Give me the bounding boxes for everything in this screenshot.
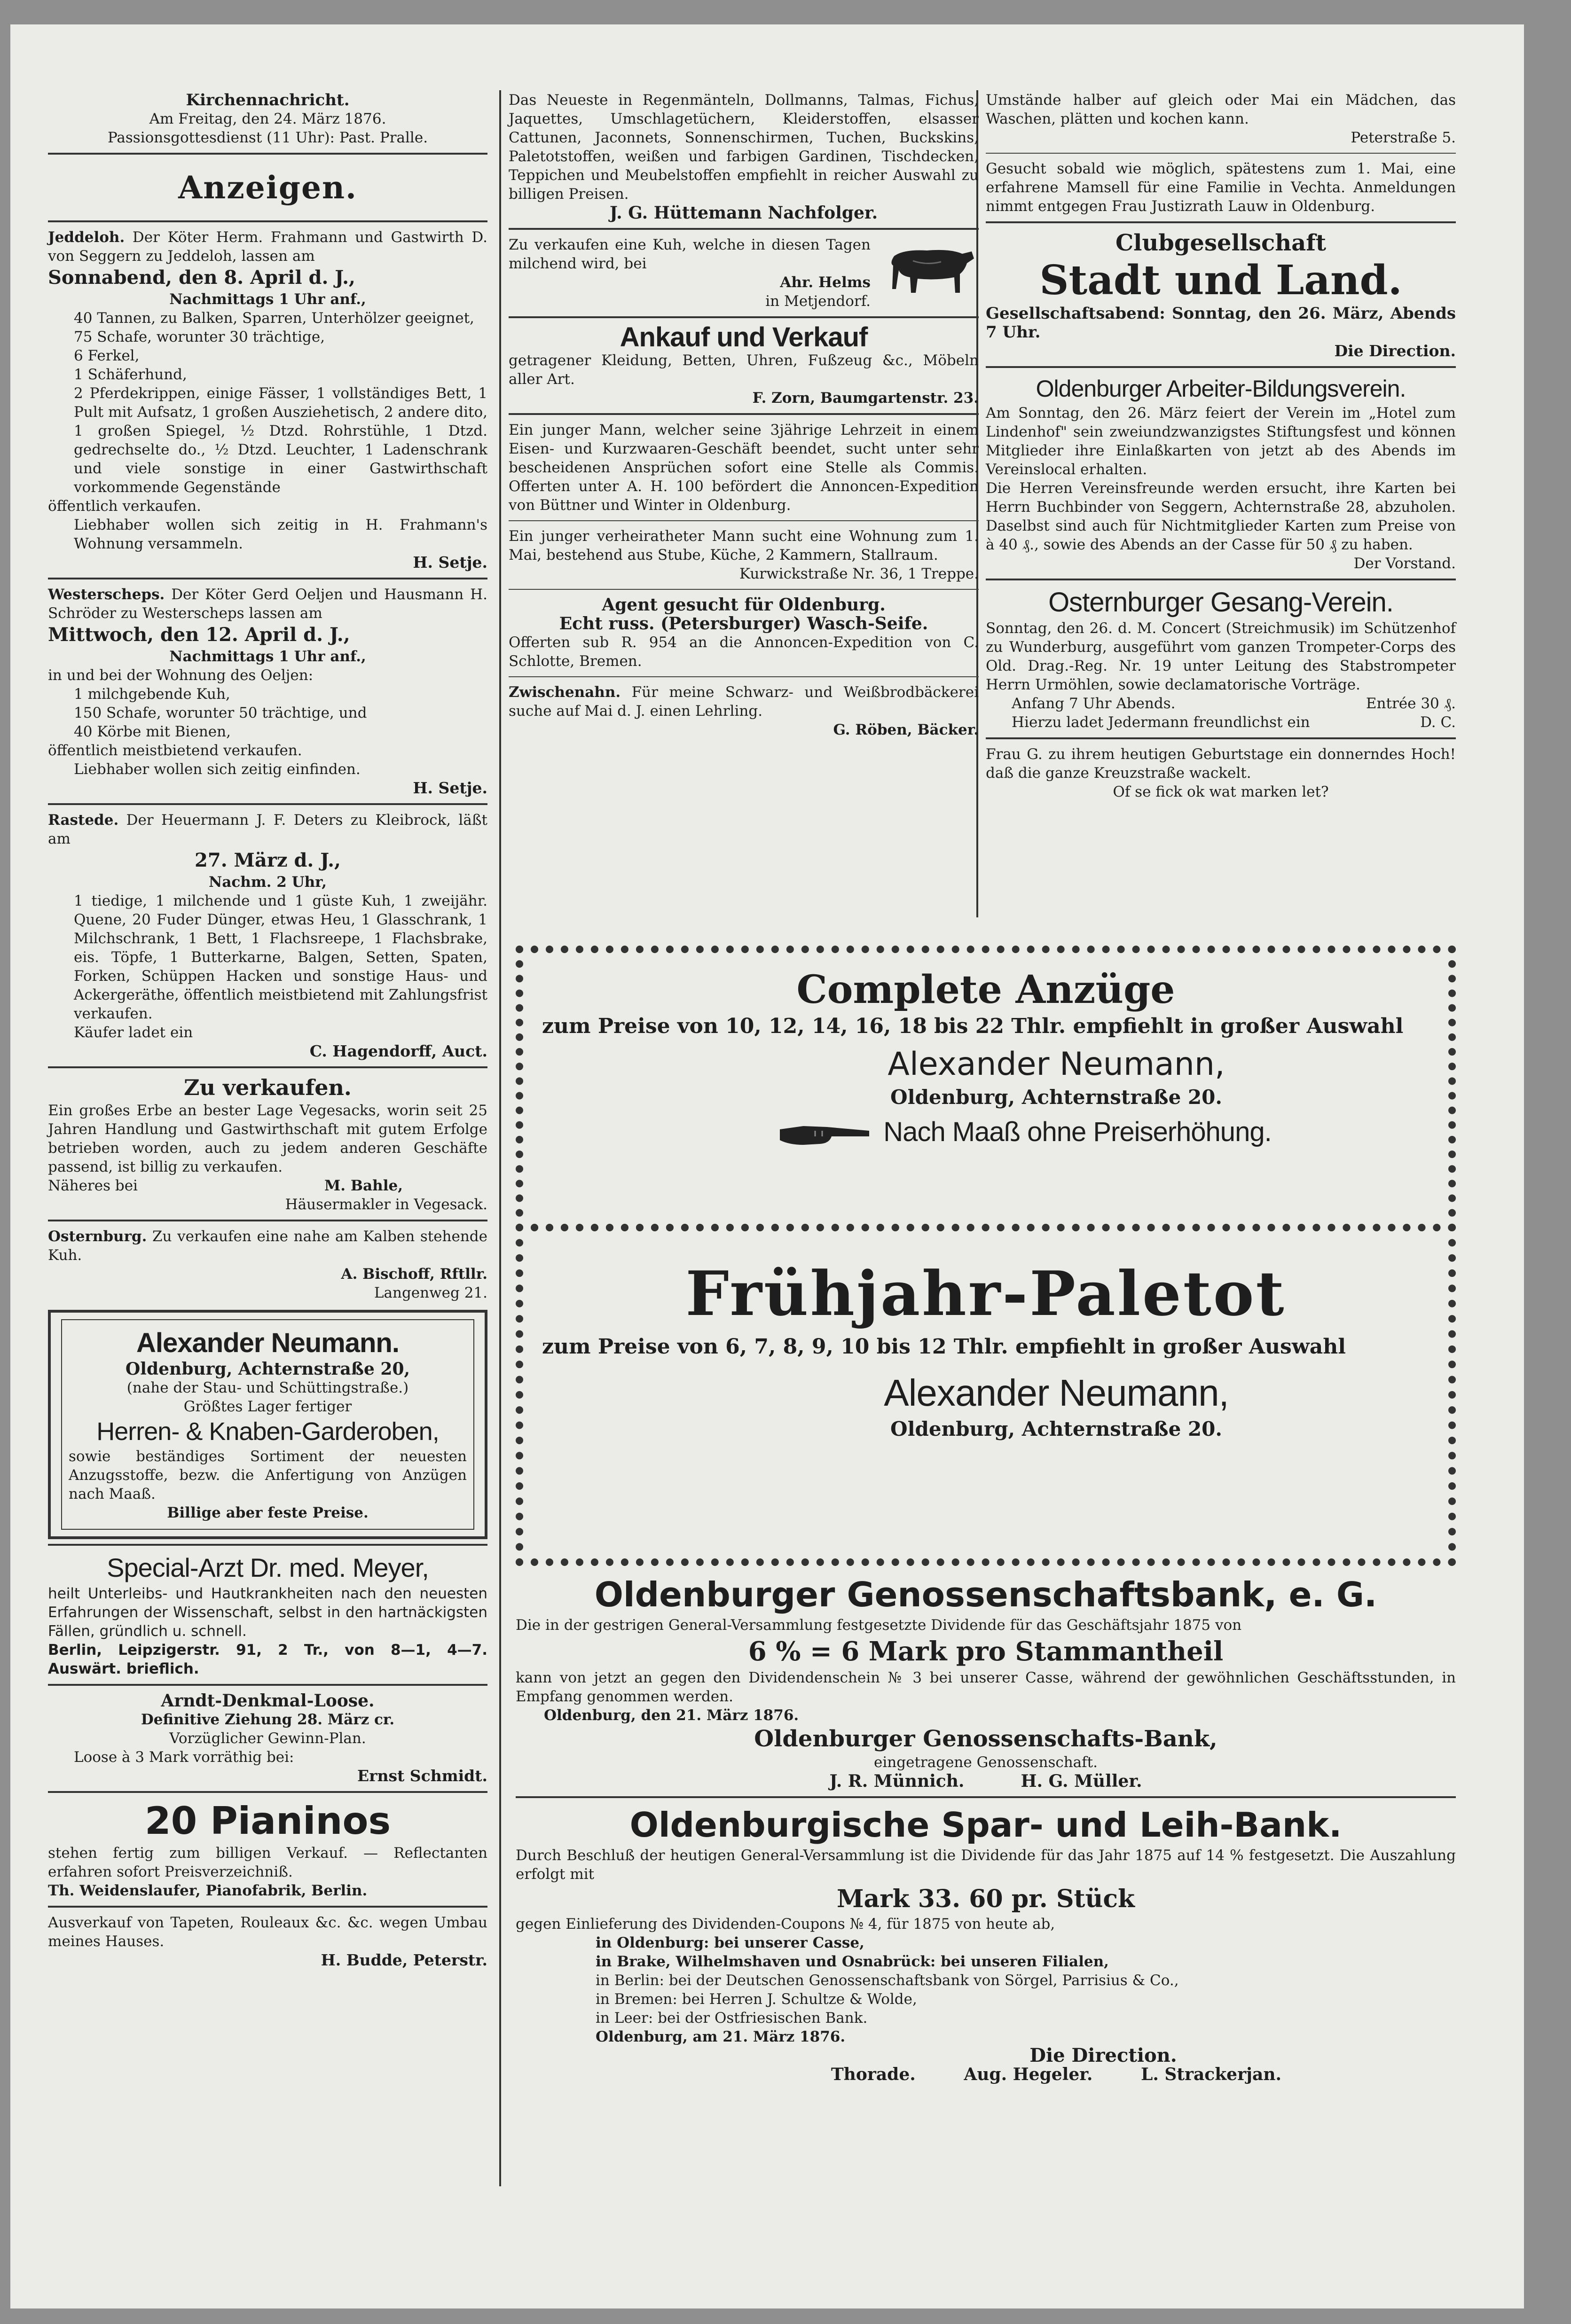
ad-address: Oldenburg, Achternstraße 20. — [890, 1417, 1222, 1440]
newspaper-page — [10, 24, 1524, 2308]
ad-mamsell-gesucht — [986, 156, 1456, 219]
item-line: 40 Körbe mit Bienen, — [74, 723, 231, 740]
ad-title: Osternburger Gesang-Verein. — [1048, 587, 1393, 618]
column-left — [48, 88, 487, 1972]
ad-signature: C. Hagendorff, Auct. — [309, 1042, 487, 1060]
column-rule-1 — [499, 90, 501, 946]
ad-osternburg-cow — [48, 1224, 487, 1305]
ad-title: Complete Anzüge — [796, 967, 1175, 1012]
ad-signature: H. Budde, Peterstr. — [321, 1951, 487, 1969]
ad-title: Ankauf und Verkauf — [620, 322, 868, 352]
separator — [986, 153, 1456, 154]
ad-ankauf-zorn — [509, 321, 979, 410]
separator — [48, 1906, 487, 1908]
column-right — [986, 88, 1456, 804]
ad-signature-sub: Häusermakler in Vegesack. — [285, 1196, 487, 1213]
ad-wohnung-gesucht — [509, 524, 979, 586]
ad-title: Zu verkaufen. — [184, 1075, 352, 1100]
ad-text: Hierzu ladet Jedermann freundlichst ein — [1012, 714, 1310, 731]
ad-text: sowie beständiges Sortiment der neuesten Anzugsstoffe, bezw. die Anfertigung von Anzügen nach Maaß. — [69, 1448, 467, 1502]
ad-text: Liebhaber wollen sich zeitig einfinden. — [74, 761, 361, 778]
ad-signature: H. Setje. — [413, 779, 487, 797]
ad-name: Alexander Neumann, — [884, 1372, 1229, 1414]
ad-signature-sub: in Metjendorf. — [765, 293, 871, 310]
ad-signature: L. Strackerjan. — [1141, 2065, 1282, 2084]
ad-agent-gesucht — [509, 593, 979, 673]
ad-signature: Thorade. — [831, 2065, 916, 2084]
ad-signature: Aug. Hegeler. — [964, 2065, 1093, 2084]
ad-arndt-loose — [48, 1689, 487, 1788]
ad-date: Oldenburg, am 21. März 1876. — [596, 2028, 846, 2045]
ad-neumann-garderoben — [48, 1310, 487, 1539]
auction-time: Nachmittags 1 Uhr anf., — [169, 291, 366, 308]
ad-signature: Der Vorstand. — [1353, 555, 1456, 572]
ad-subtitle: Herren- & Knaben-Garderoben, — [96, 1417, 439, 1446]
ad-clubgesellschaft — [986, 226, 1456, 363]
separator — [48, 153, 487, 155]
separator — [516, 1796, 1456, 1798]
ad-neumann-anzuege — [516, 946, 1456, 1231]
separator — [509, 228, 979, 230]
item-line: 150 Schafe, worunter 50 trächtige, und — [74, 704, 367, 721]
ad-ausverkauf — [48, 1910, 487, 1972]
ad-signature: H. Setje. — [413, 553, 487, 571]
ad-signature: G. Röben, Bäcker. — [833, 721, 979, 738]
church-notice-line1: Am Freitag, den 24. März 1876. — [149, 110, 386, 127]
auction-date: Mittwoch, den 12. April d. J., — [48, 624, 350, 646]
ad-date: Oldenburg, den 21. März 1876. — [544, 1707, 799, 1724]
ad-text: Näheres bei — [48, 1177, 138, 1194]
ad-note: Nach Maaß ohne Preiserhöhung. — [883, 1117, 1272, 1147]
ad-text: Liebhaber wollen sich zeitig in H. Frahmann's Wohnung versammeln. — [74, 516, 487, 552]
wide-section — [516, 946, 1456, 2087]
ad-text: getragener Kleidung, Betten, Uhren, Fußzeug &c., Möbeln aller Art. — [509, 352, 979, 388]
ad-text: öffentlich verkaufen. — [48, 498, 202, 515]
ad-text: in und bei der Wohnung des Oeljen: — [48, 667, 314, 684]
separator — [48, 1220, 487, 1221]
ad-zwischenahn-lehrling — [509, 680, 979, 742]
ad-lead: Rastede. — [48, 812, 119, 829]
ad-genossenschaftsbank — [516, 1571, 1456, 1793]
ad-text: Die in der gestrigen General-Versammlung festgesetzte Dividende für das Geschäftsjahr 1875 von — [516, 1617, 1242, 1634]
cow-icon — [885, 237, 979, 298]
ad-signature: F. Zorn, Baumgartenstr. 23. — [752, 390, 979, 407]
ad-signature: Ernst Schmidt. — [357, 1767, 487, 1785]
payment-location: in Berlin: bei der Deutschen Genossenschaftsbank von Sörgel, Parrisius & Co., — [596, 1972, 1179, 1989]
item-line: 40 Tannen, zu Balken, Sparren, Unterhölzer geeignet, — [74, 310, 474, 327]
ad-lead: Osternburg. — [48, 1228, 147, 1245]
item-line: 1 Schäferhund, — [74, 366, 187, 383]
ad-title: Special-Arzt Dr. med. Meyer, — [107, 1553, 429, 1582]
auction-date: 27. März d. J., — [195, 849, 341, 871]
ad-text: zum Preise von 10, 12, 14, 16, 18 bis 22 Thlr. empfiehlt in großer Auswahl — [542, 1014, 1404, 1038]
ad-text: Ausverkauf von Tapeten, Rouleaux &c. &c. wegen Umbau meines Hauses. — [48, 1914, 487, 1950]
ad-signature: J. G. Hüttemann Nachfolger. — [609, 203, 878, 223]
dividend-line: 6 % = 6 Mark pro Stammantheil — [748, 1636, 1224, 1667]
ad-title: Arndt-Denkmal-Loose. — [161, 1691, 375, 1711]
ad-text: Ein junger Mann, welcher seine 3jährige Lehrzeit in einem Eisen- und Kurzwaaren-Geschäft beendet, sucht unter sehr bescheidenen Ansprüchen sofort eine Stelle als Commis. Offerten unter A. H. 100 befördert die Annoncen-Expedition von Büttner und Winter in Oldenburg. — [509, 422, 979, 514]
ad-text: Gesucht sobald wie möglich, spätestens zum 1. Mai, eine erfahrene Mamsell für eine Familie in Vechta. Anmeldungen nimmt entgegen Frau Justizrath Lauw in Oldenburg. — [986, 160, 1456, 215]
ad-text: heilt Unterleibs- und Hautkrankheiten nach den neuesten Erfahrungen der Wissenschaft, selbst in den hartnäckigsten Fällen, gründlich u. schnell. — [48, 1585, 487, 1640]
ad-title: Agent gesucht für Oldenburg. — [602, 595, 886, 615]
payment-location: in Leer: bei der Ostfriesischen Bank. — [596, 2010, 868, 2027]
ad-text: Käufer ladet ein — [74, 1024, 193, 1041]
ad-text: Umstände halber auf gleich oder Mai ein Mädchen, das Waschen, plätten und kochen kann. — [986, 92, 1456, 127]
separator — [48, 1544, 487, 1546]
ad-pianinos — [48, 1796, 487, 1903]
ad-kuh-helms — [509, 233, 979, 313]
ad-text: Ein junger verheiratheter Mann sucht eine Wohnung zum 1. Mai, bestehend aus Stube, Küche, 2 Kammern, Stallraum. — [509, 528, 979, 563]
separator — [509, 676, 979, 677]
ad-text: Der Heuermann J. F. Deters zu Kleibrock, läßt am — [48, 812, 487, 847]
ad-lead: Zwischenahn. — [509, 684, 621, 701]
section-heading-anzeigen: Anzeigen. — [178, 169, 357, 206]
ad-signature: H. G. Müller. — [1021, 1771, 1142, 1791]
ad-text: Entrée 30 ₰. — [1366, 695, 1456, 712]
church-notice-line2: Passionsgottesdienst (11 Uhr): Past. Pralle. — [107, 129, 428, 146]
ad-special-arzt — [48, 1549, 487, 1681]
item-line: 75 Schafe, worunter 30 trächtige, — [74, 329, 325, 345]
separator — [509, 316, 979, 318]
ad-text: Am Sonntag, den 26. März feiert der Verein im „Hotel zum Lindenhof" sein zweiundzwanzigstes Stiftungsfest und können Mitglieder ihre Einlaßkarten von jetzt ab des Abends im Vereinslocal erhalten. — [986, 405, 1456, 478]
ad-signature: M. Bahle, — [324, 1177, 403, 1194]
ad-signature: Ahr. Helms — [780, 274, 871, 291]
separator — [48, 803, 487, 805]
ad-signature: Kurwickstraße Nr. 36, 1 Treppe. — [739, 565, 979, 582]
ad-signature-sub: Langenweg 21. — [374, 1284, 487, 1301]
ad-text: Frau G. zu ihrem heutigen Geburtstage ein donnerndes Hoch! daß die ganze Kreuzstraße wackelt. — [986, 746, 1456, 782]
ad-title-large: Stadt und Land. — [1039, 257, 1402, 304]
ad-text: Vorzüglicher Gewinn-Plan. — [169, 1730, 366, 1747]
ad-zu-verkaufen — [48, 1071, 487, 1217]
separator — [48, 578, 487, 579]
ad-text: öffentlich meistbietend verkaufen. — [48, 742, 302, 759]
ad-text: Für meine Schwarz- und Weißbrodbäckerei suche auf Mai d. J. einen Lehrling. — [509, 684, 979, 720]
column-middle — [509, 88, 979, 742]
column-rule-3 — [499, 946, 501, 2186]
ad-address: Berlin, Leipzigerstr. 91, 2 Tr., von 8—1, 4—7. Auswärt. brieflich. — [48, 1642, 487, 1677]
item-line: 6 Ferkel, — [74, 347, 140, 364]
ad-text: Ein großes Erbe an bester Lage Vegesacks, worin seit 25 Jahren Handlung und Gastwirthschaft mit gutem Erfolge betrieben worden, auch zu jedem anderen Geschäfte passend, ist billig zu verkaufen. — [48, 1102, 487, 1175]
ad-lead: Jeddeloh. — [48, 229, 125, 246]
ad-text: Definitive Ziehung 28. März cr. — [141, 1711, 395, 1728]
separator — [986, 737, 1456, 739]
ad-signature: Peterstraße 5. — [1351, 129, 1456, 146]
ad-signature: J. R. Münnich. — [829, 1771, 965, 1791]
ad-text: zum Preise von 6, 7, 8, 9, 10 bis 12 Thlr. empfiehlt in großer Auswahl — [542, 1335, 1346, 1359]
ad-title: 20 Pianinos — [144, 1799, 391, 1843]
separator — [509, 413, 979, 415]
separator — [509, 589, 979, 590]
ad-arbeiter-bildungsverein — [986, 371, 1456, 576]
ad-text: Zu verkaufen eine Kuh, welche in diesen Tagen milchend wird, bei — [509, 236, 871, 272]
church-notice — [48, 88, 487, 150]
ad-geburtstag — [986, 742, 1456, 804]
amount-line: Mark 33. 60 pr. Stück — [836, 1885, 1135, 1913]
auction-rastede — [48, 808, 487, 1064]
payment-location: in Bremen: bei Herren J. Schultze & Wolde, — [596, 1991, 917, 2008]
ad-text: stehen fertig zum billigen Verkauf. — Reflectanten erfahren sofort Preisverzeichniß. — [48, 1845, 487, 1880]
ad-maedchen-gesucht — [986, 88, 1456, 150]
payment-location: in Oldenburg: bei unserer Casse, — [596, 1934, 864, 1951]
auction-time: Nachm. 2 Uhr, — [208, 874, 327, 891]
church-notice-title: Kirchennachricht. — [186, 91, 350, 110]
auction-jeddeloh — [48, 225, 487, 575]
payment-location: in Brake, Wilhelmshaven und Osnabrück: bei unseren Filialen, — [596, 1953, 1109, 1970]
separator — [986, 579, 1456, 580]
ad-gesang-verein — [986, 583, 1456, 735]
item-line: 1 milchgebende Kuh, — [74, 686, 230, 703]
ad-text: (nahe der Stau- und Schüttingstraße.) — [126, 1379, 409, 1396]
ad-text: Der Köter Gerd Oeljen und Hausmann H. Schröder zu Westerscheps lassen am — [48, 586, 487, 622]
ad-text: gegen Einlieferung des Dividenden-Coupons № 4, für 1875 von heute ab, — [516, 1916, 1055, 1933]
ad-text: Offerten sub R. 954 an die Annoncen-Expedition von C. Schlotte, Bremen. — [509, 634, 979, 670]
separator — [509, 520, 979, 521]
ad-text: Der Köter Herm. Frahmann und Gastwirth D. von Seggern zu Jeddeloh, lassen am — [48, 229, 488, 265]
ad-title: Alexander Neumann. — [136, 1328, 399, 1358]
ad-address: Oldenburg, Achternstraße 20, — [125, 1359, 410, 1379]
pointing-hand-icon — [775, 1118, 874, 1150]
item-line: 2 Pferdekrippen, einige Fässer, 1 vollständiges Bett, 1 Pult mit Aufsatz, 1 großen Ausziehetisch, 2 andere dito, 1 großen Spiegel, ½ Dtzd. Rohrstühle, 1 Dtzd. gedrechselte do., ½ Dtzd. Leuchter, 1 Ladenschrank und viele sonstige in einer Gastwirthschaft vorkommende Gegenstände — [74, 385, 487, 496]
ad-signature: Die Direction. — [1334, 342, 1456, 360]
separator — [986, 221, 1456, 223]
ad-signature: A. Bischoff, Rftllr. — [341, 1266, 487, 1283]
ad-signature: Th. Weidenslaufer, Pianofabrik, Berlin. — [48, 1882, 368, 1899]
ad-spar-leih-bank — [516, 1801, 1456, 2087]
ad-huettemann — [509, 88, 979, 225]
ad-text: Zu verkaufen eine nahe am Kalben stehende Kuh. — [48, 1228, 488, 1264]
separator — [48, 1791, 487, 1793]
ad-text: Sonntag, den 26. d. M. Concert (Streichmusik) im Schützenhof zu Wunderburg, ausgeführt vom ganzen Trompeter-Corps des Old. Drag.-Reg. Nr. 19 unter Leitung des Stabstrompeter Herrn Urmöhlen, sowie declamatorische Vorträge. — [986, 620, 1456, 693]
auction-date: Sonnabend, den 8. April d. J., — [48, 266, 355, 289]
ad-title: Clubgesellschaft — [1115, 230, 1327, 256]
ad-signature-title: Die Direction. — [1029, 2044, 1177, 2066]
ad-text: Loose à 3 Mark vorräthig bei: — [74, 1749, 294, 1766]
ad-signature: D. C. — [1420, 714, 1456, 731]
ad-lead: Westerscheps. — [48, 586, 165, 603]
ad-junger-mann-commis — [509, 418, 979, 517]
separator — [48, 1684, 487, 1686]
ad-text: Durch Beschluß der heutigen General-Versammlung ist die Dividende für das Jahr 1875 auf 14 % festgesetzt. Die Auszahlung erfolgt mit — [516, 1847, 1456, 1883]
ad-text: 1 tiedige, 1 milchende und 1 güste Kuh, 1 zweijähr. Quene, 20 Fuder Dünger, etwas Heu, 1 Glasschrank, 1 Milchschrank, 1 Bett, 1 Flachsreepe, 1 Flachsbrake, eis. Töpfe, 1 Butterkarne, Balgen, Setten, Spaten, Forken, Schüppen Hacken und sonstige Haus- und Ackergeräthe, öffentlich meistbietend mit Zahlungsfrist verkaufen. — [74, 892, 487, 1022]
ad-text: Gesellschaftsabend: Sonntag, den 26. März, Abends 7 Uhr. — [986, 304, 1456, 342]
ad-neumann-paletot — [516, 1224, 1456, 1566]
separator — [48, 220, 487, 222]
ad-title: Frühjahr-Paletot — [685, 1258, 1286, 1330]
ad-text: Die Herren Vereinsfreunde werden ersucht, ihre Karten bei Herrn Buchbinder von Seggern, Achternstraße 28, abzuholen. Daselbst sind auch für Nichtmitglieder Karten zum Preise von à 40 ₰., sowie des Abends an der Casse für 50 ₰ zu haben. — [986, 480, 1456, 553]
separator — [986, 366, 1456, 368]
ad-subtitle: Echt russ. (Petersburger) Wasch-Seife. — [559, 614, 928, 634]
auction-time: Nachmittags 1 Uhr anf., — [169, 648, 366, 665]
ad-name: Oldenburger Genossenschafts-Bank, — [754, 1726, 1218, 1752]
ad-title: Oldenburger Arbeiter-Bildungsverein. — [1036, 376, 1406, 402]
ad-title: Oldenburgische Spar- und Leih-Bank. — [629, 1805, 1342, 1845]
ad-text: kann von jetzt an gegen den Dividendenschein № 3 bei unserer Casse, während der gewöhnlichen Geschäftsstunden, in Empfang genommen werden. — [516, 1669, 1456, 1705]
ad-name: Alexander Neumann, — [888, 1046, 1225, 1083]
ad-address: Oldenburg, Achternstraße 20. — [890, 1086, 1222, 1109]
ad-text: Das Neueste in Regenmänteln, Dollmanns, Talmas, Fichus, Jaquettes, Umschlagetüchern, Kleiderstoffen, elsasser Cattunen, Jaconnets, Sonnenschirmen, Tuchen, Buckskins, Paletotstoffen, weißen und farbigen Gardinen, Tischdecken, Teppichen und Meubelstoffen empfiehlt in reicher Auswahl zu billigen Preisen. — [509, 92, 979, 203]
separator — [48, 1066, 487, 1068]
ad-text: eingetragene Genossenschaft. — [874, 1754, 1098, 1771]
ad-text: Anfang 7 Uhr Abends. — [1012, 695, 1176, 712]
auction-westerscheps — [48, 582, 487, 800]
ad-title: Oldenburger Genossenschaftsbank, e. G. — [594, 1575, 1377, 1614]
ad-text: Billige aber feste Preise. — [167, 1504, 369, 1521]
ad-text: Of se fick ok wat marken let? — [1113, 783, 1329, 800]
ad-text: Größtes Lager fertiger — [183, 1398, 352, 1415]
